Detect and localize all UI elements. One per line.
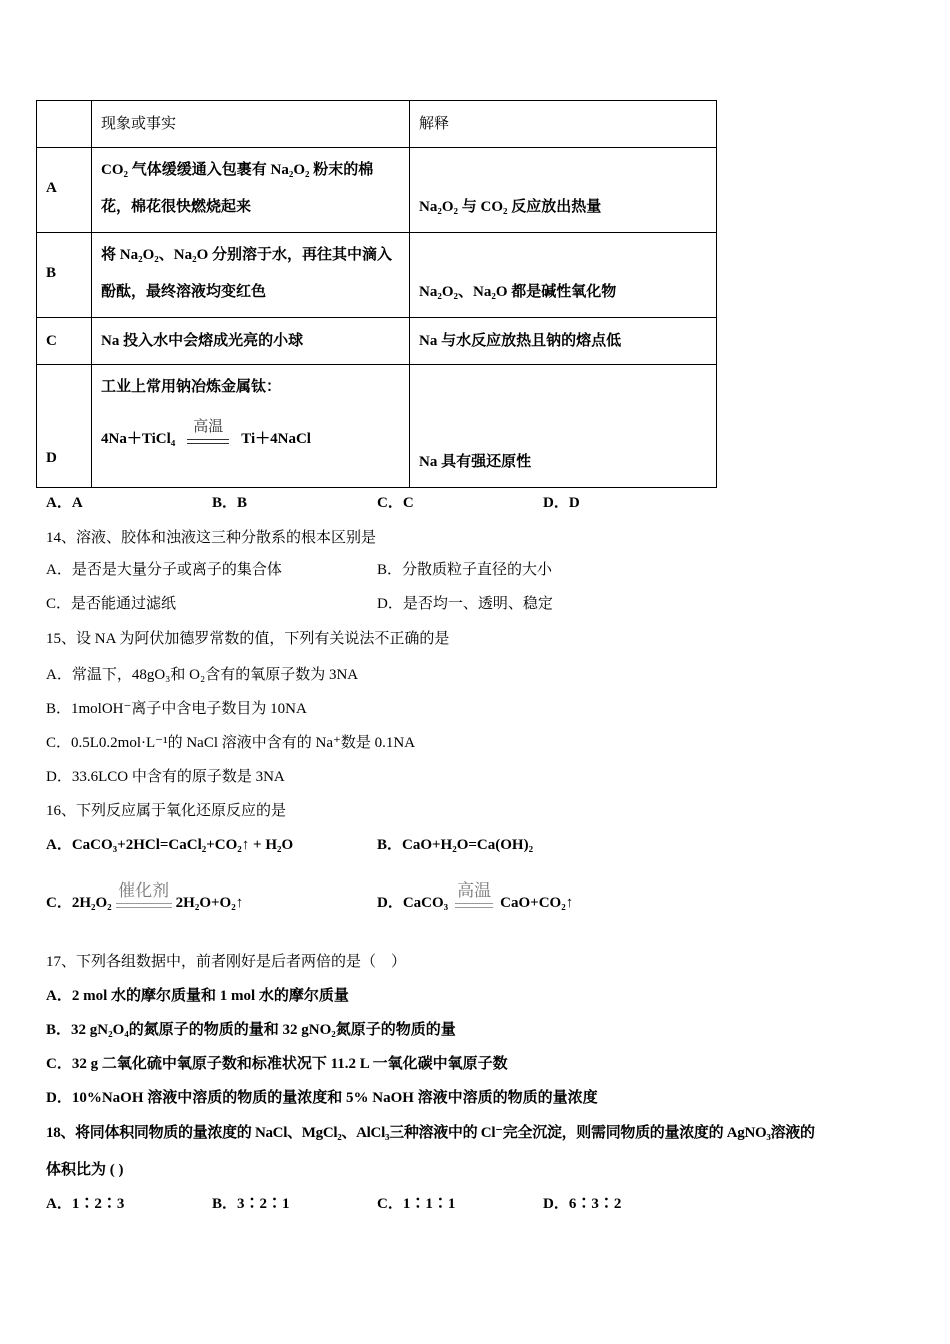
row-fact (92, 365, 410, 488)
row-explain: Na₂O₂、Na₂O 都是碱性氧化物 (410, 233, 717, 318)
option-a: A．A (46, 495, 83, 511)
header-explain: 解释 (410, 101, 717, 148)
table-row (37, 148, 717, 233)
question-14: 14、溶液、胶体和浊液这三种分散系的根本区别是 (46, 530, 377, 546)
option-a: A．是否是大量分子或离子的集合体 (46, 562, 282, 578)
row-fact: 将 Na₂O₂、Na₂O 分别溶于水，再往其中滴入酚酞，最终溶液均变红色 (92, 233, 410, 318)
fact-text: 工业上常用钠冶炼金属钛： (101, 379, 282, 395)
table-header-row (37, 101, 717, 148)
option-c (46, 880, 244, 912)
equation-right: CaO+CO₂↑ (500, 895, 574, 911)
row-label: D (37, 365, 92, 488)
row-fact: Na 投入水中会熔成光亮的小球 (92, 318, 410, 365)
equation-left: C．2H₂O₂ (46, 895, 112, 911)
row-label: B (37, 233, 92, 318)
option-c: C．0.5L0.2mol·L⁻¹的 NaCl 溶液中含有的 Na⁺数是 0.1NA (46, 735, 416, 751)
fact-explanation-table (36, 100, 717, 488)
option-d: D．D (543, 495, 580, 511)
option-d: D．10%NaOH 溶液中溶质的物质的量浓度和 5% NaOH 溶液中溶质的物质的量浓度 (46, 1090, 598, 1106)
table-row (37, 233, 717, 318)
condition-label: 高温 (193, 418, 224, 435)
row-explain: Na 与水反应放热且钠的熔点低 (410, 318, 717, 365)
option-c: C．C (377, 495, 414, 511)
option-c: C．是否能通过滤纸 (46, 596, 177, 612)
row-label: C (37, 318, 92, 365)
reaction-arrow (455, 880, 493, 911)
question-18-cont: 体积比为 ( ) (46, 1162, 124, 1178)
option-b: B．B (212, 495, 248, 511)
row-explain: Na₂O₂ 与 CO₂ 反应放出热量 (410, 148, 717, 233)
option-a: A．2 mol 水的摩尔质量和 1 mol 水的摩尔质量 (46, 988, 349, 1004)
equation-right: 2H₂O+O₂↑ (175, 895, 244, 911)
option-b: B．CaO+H₂O=Ca(OH)₂ (377, 837, 534, 853)
reaction-arrow (116, 880, 172, 911)
question-18: 18、将同体积同物质的量浓度的 NaCl、MgCl₂、AlCl₃三种溶液中的 Cl⁻完全沉淀，则需同物质的量浓度的 AgNO₃溶液的 (46, 1125, 815, 1141)
header-fact: 现象或事实 (92, 101, 410, 148)
equation-left: D．CaCO₃ (377, 895, 449, 911)
table-row (37, 318, 717, 365)
row-label: A (37, 148, 92, 233)
header-blank (37, 101, 92, 148)
equation-left: 4Na＋TiCl₄ (101, 431, 176, 447)
option-a: A．常温下，48gO₃和 O₂含有的氧原子数为 3NA (46, 667, 359, 683)
option-d: D．6∶3∶2 (543, 1196, 622, 1212)
row-fact: CO₂ 气体缓缓通入包裹有 Na₂O₂ 粉末的棉花，棉花很快燃烧起来 (92, 148, 410, 233)
condition-label: 催化剂 (118, 880, 170, 900)
question-17: 17、下列各组数据中，前者刚好是后者两倍的是（ ） (46, 954, 407, 970)
option-a: A．CaCO₃+2HCl=CaCl₂+CO₂↑ + H₂O (46, 837, 294, 853)
question-15: 15、设 NA 为阿伏加德罗常数的值，下列有关说法不正确的是 (46, 631, 450, 647)
option-b: B．3∶2∶1 (212, 1196, 290, 1212)
option-d: D．33.6LCO 中含有的原子数是 3NA (46, 769, 285, 785)
option-a: A．1∶2∶3 (46, 1196, 125, 1212)
equation-right: Ti＋4NaCl (241, 431, 311, 447)
equation (101, 418, 400, 449)
option-c: C．1∶1∶1 (377, 1196, 456, 1212)
option-d: D．是否均一、透明、稳定 (377, 596, 553, 612)
option-b: B．分散质粒子直径的大小 (377, 562, 553, 578)
option-b: B．1molOH⁻离子中含电子数目为 10NA (46, 701, 307, 717)
row-explain: Na 具有强还原性 (410, 365, 717, 488)
reaction-arrow (187, 418, 229, 447)
option-b: B．32 gN₂O₄的氮原子的物质的量和 32 gNO₂氮原子的物质的量 (46, 1022, 456, 1038)
table-row (37, 365, 717, 488)
option-d (377, 880, 574, 912)
option-c: C．32 g 二氧化硫中氧原子数和标准状况下 11.2 L 一氧化碳中氧原子数 (46, 1056, 508, 1072)
condition-label: 高温 (457, 880, 492, 900)
question-16: 16、下列反应属于氧化还原反应的是 (46, 803, 287, 819)
